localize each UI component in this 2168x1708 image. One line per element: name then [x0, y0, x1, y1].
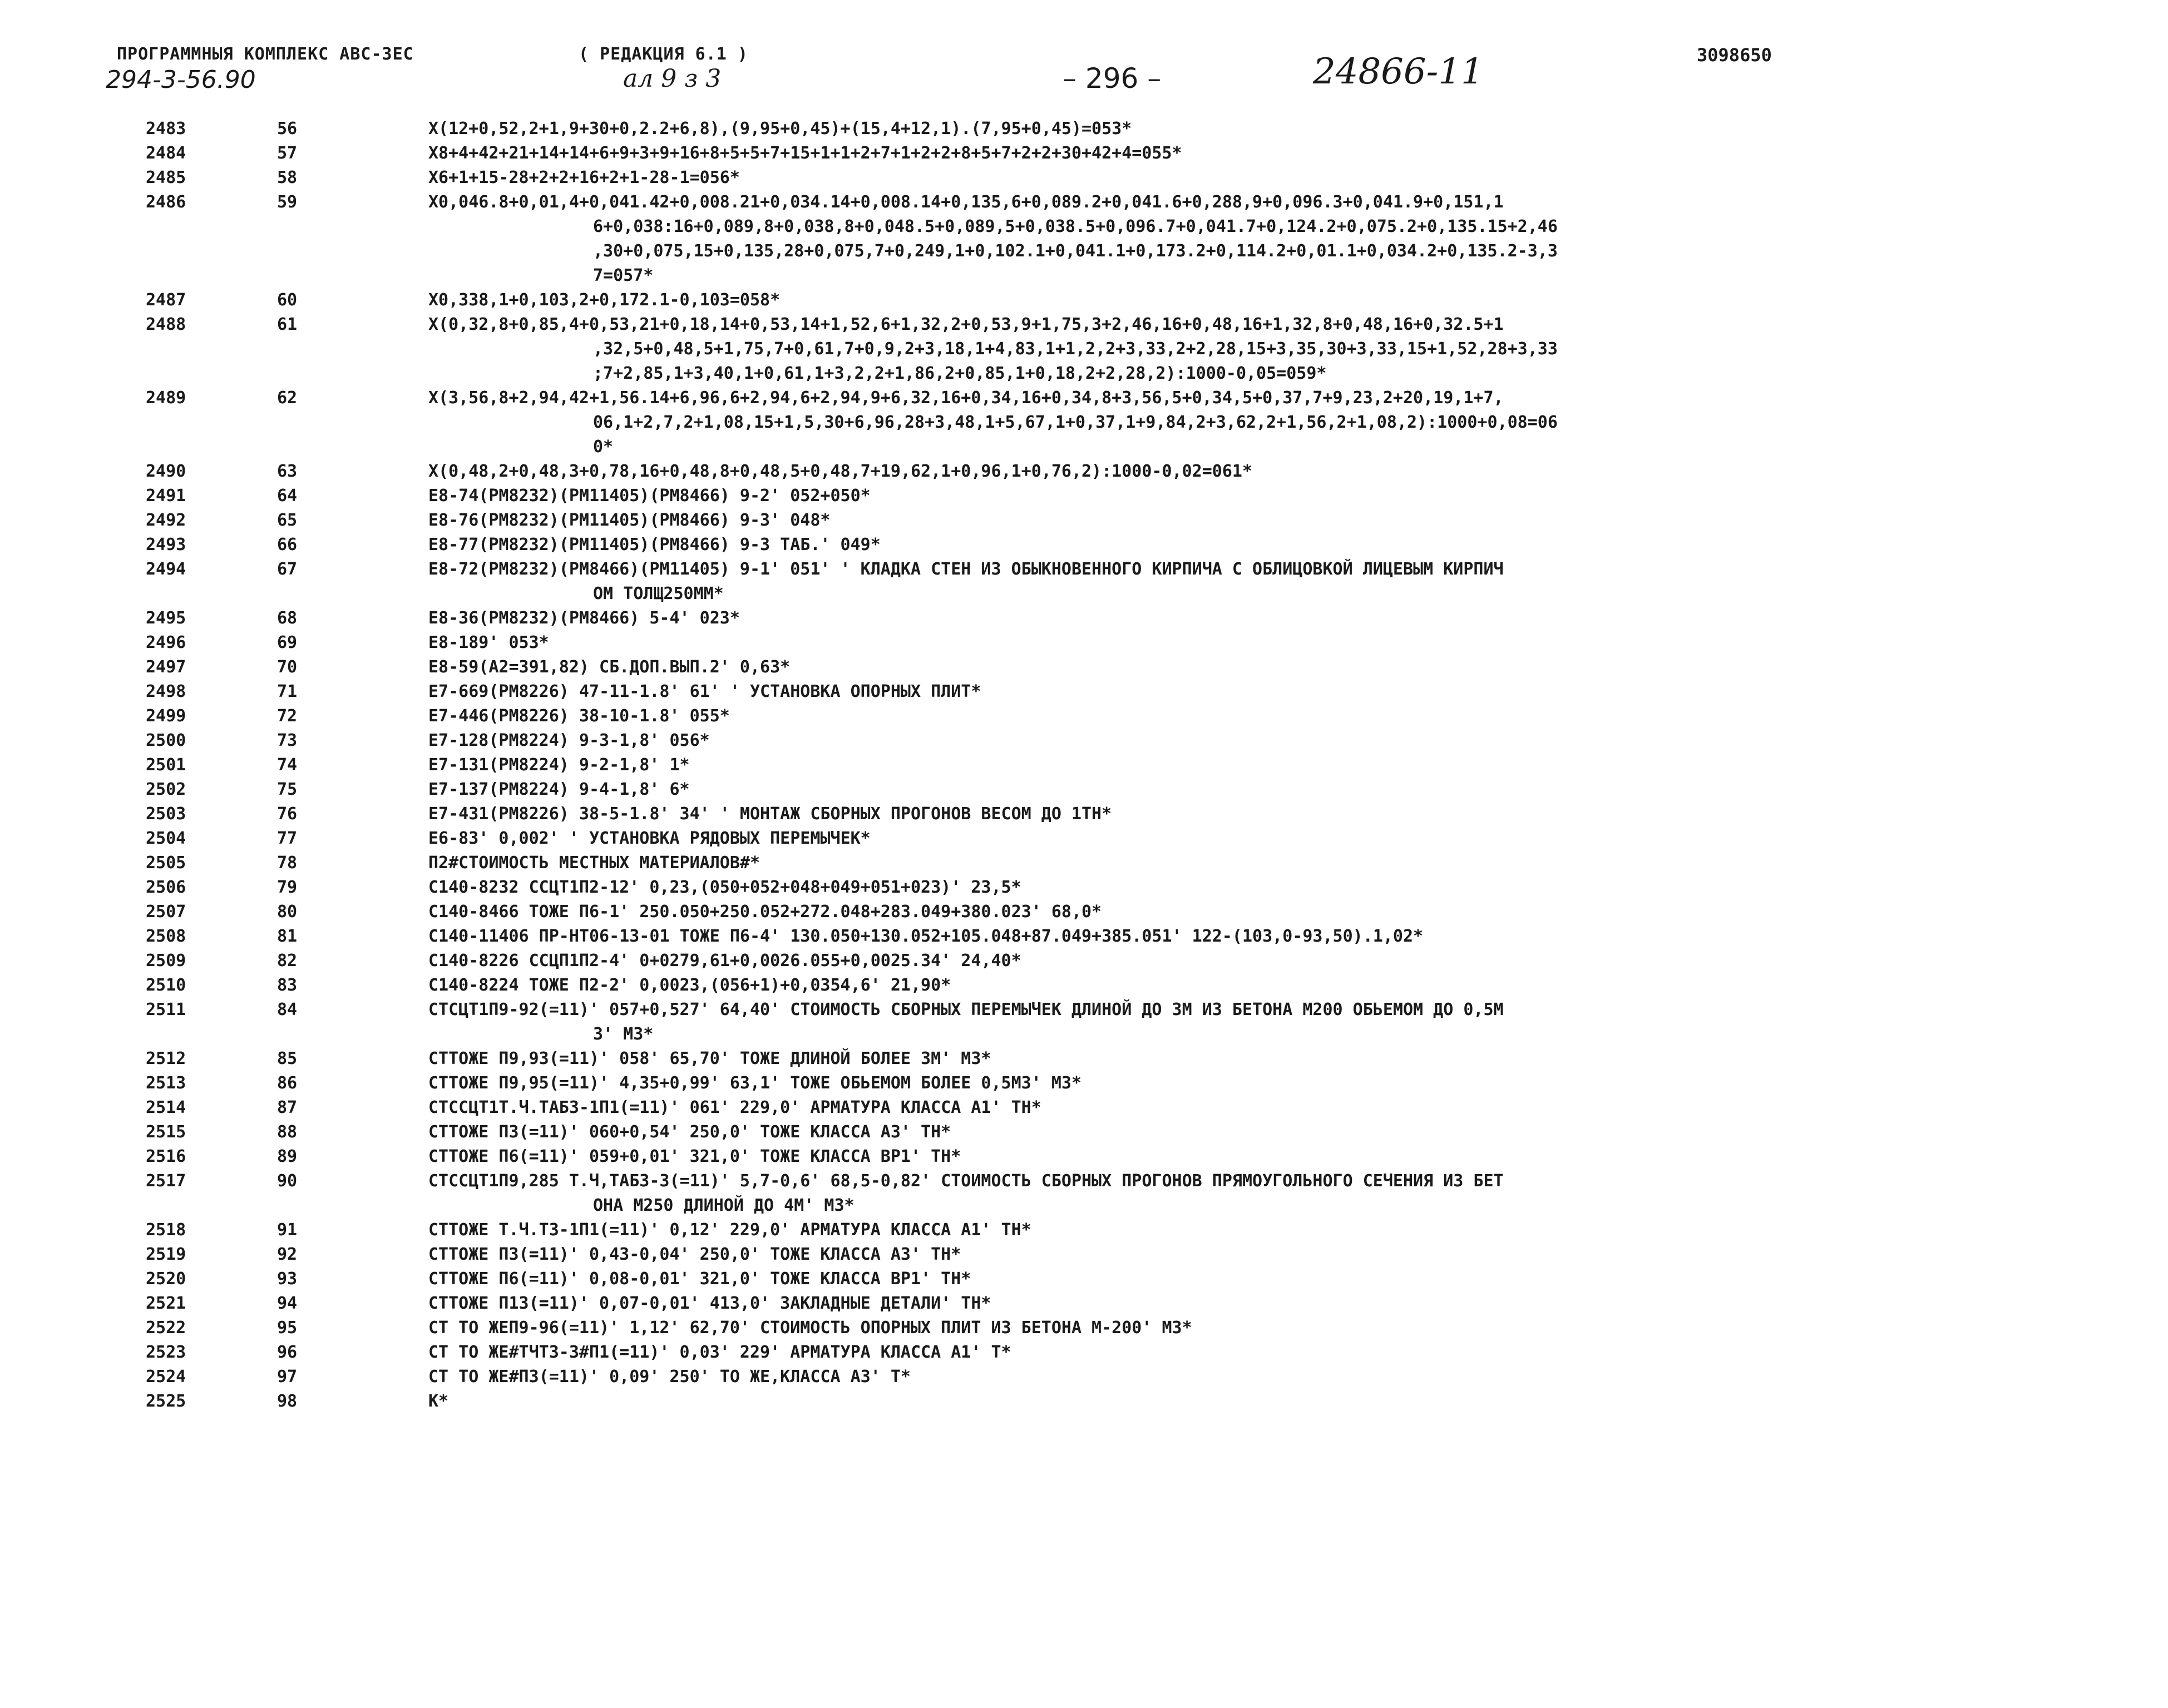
- code-line: E8-76(PM8232)(PM11405)(PM8466) 9-3' 048*: [428, 511, 831, 530]
- code-line: X0,338,1+0,103,2+0,172.1-0,103=058*: [428, 290, 781, 310]
- row-line-number: 82: [277, 951, 298, 971]
- row-line-number: 73: [277, 731, 298, 750]
- code-line: E7-137(PM8224) 9-4-1,8' 6*: [428, 780, 690, 799]
- row-line-number: 72: [277, 706, 298, 726]
- row-code-text: [428, 949, 2042, 973]
- row-sequence-number: 2501: [146, 755, 186, 775]
- code-line: E6-83' 0,002' ' УСТАНОВКА РЯДОВЫХ ПЕРЕМЫЧЕК*: [428, 829, 871, 848]
- row-sequence-number: 2498: [146, 682, 186, 701]
- row-code-text: [428, 1071, 2042, 1096]
- code-line: E7-431(PM8226) 38-5-1.8' 34' ' МОНТАЖ СБОРНЫХ ПРОГОНОВ ВЕСОМ ДО 1ТН*: [428, 804, 1112, 824]
- row-sequence-number: 2492: [146, 511, 186, 530]
- code-line: E8-77(PM8232)(PM11405)(PM8466) 9-3 ТАБ.' 049*: [428, 535, 881, 555]
- row-line-number: 93: [277, 1269, 298, 1289]
- row-code-text: [428, 1389, 2042, 1414]
- row-sequence-number: 2505: [146, 853, 186, 873]
- row-sequence-number: 2508: [146, 927, 186, 946]
- code-line: E7-131(PM8224) 9-2-1,8' 1*: [428, 755, 690, 775]
- code-continuation-line: ОМ ТОЛЩ250ММ*: [593, 584, 724, 603]
- row-line-number: 81: [277, 927, 298, 946]
- row-code-text: [428, 1316, 2042, 1340]
- row-code-text: [428, 680, 2042, 704]
- code-line: СТТОЖЕ П6(=11)' 059+0,01' 321,0' ТОЖЕ КЛАССА ВР1' ТН*: [428, 1147, 961, 1166]
- row-sequence-number: 2514: [146, 1098, 186, 1117]
- row-sequence-number: 2489: [146, 388, 186, 408]
- row-sequence-number: 2515: [146, 1122, 186, 1142]
- row-line-number: 77: [277, 829, 298, 848]
- code-line: X(12+0,52,2+1,9+30+0,2.2+6,8),(9,95+0,45)+(15,4+12,1).(7,95+0,45)=053*: [428, 119, 1132, 138]
- row-code-text: [428, 288, 2042, 313]
- row-code-text: [428, 802, 2042, 826]
- code-line: E8-189' 053*: [428, 633, 549, 652]
- row-code-text: [428, 1242, 2042, 1267]
- code-line: П2#СТОИМОСТЬ МЕСТНЫХ МАТЕРИАЛОВ#*: [428, 853, 760, 873]
- row-sequence-number: 2495: [146, 608, 186, 628]
- row-sequence-number: 2496: [146, 633, 186, 652]
- row-sequence-number: 2523: [146, 1343, 186, 1362]
- row-sequence-number: 2509: [146, 951, 186, 971]
- row-code-text: [428, 557, 2042, 606]
- code-line: СТССЦТ1П9,285 Т.Ч,ТАБ3-3(=11)' 5,7-0,6' 68,5-0,82' СТОИМОСТЬ СБОРНЫХ ПРОГОНОВ ПРЯМОУГОЛЬНОГО СЕЧЕНИЯ ИЗ БЕТ: [428, 1171, 1504, 1191]
- row-sequence-number: 2513: [146, 1073, 186, 1093]
- code-line: СТ ТО ЖЕП9-96(=11)' 1,12' 62,70' СТОИМОСТЬ ОПОРНЫХ ПЛИТ ИЗ БЕТОНА М-200' М3*: [428, 1318, 1192, 1338]
- row-line-number: 56: [277, 119, 298, 138]
- code-line: E8-72(PM8232)(PM8466)(PM11405) 9-1' 051' ' КЛАДКА СТЕН ИЗ ОБЫКНОВЕННОГО КИРПИЧА С ОБЛИЦОВКОЙ ЛИЦЕВЫМ КИРПИЧ: [428, 560, 1504, 579]
- row-line-number: 84: [277, 1000, 298, 1019]
- code-line: X(3,56,8+2,94,42+1,56.14+6,96,6+2,94,6+2,94,9+6,32,16+0,34,16+0,34,8+3,56,5+0,34,5+0,37,7+9,23,2+20,19,1+7,: [428, 388, 1504, 408]
- code-line: X(0,32,8+0,85,4+0,53,21+0,18,14+0,53,14+1,52,6+1,32,2+0,53,9+1,75,3+2,46,16+0,48,16+1,32,8+0,48,16+0,32.5+1: [428, 315, 1504, 334]
- code-line: СТТОЖЕ П13(=11)' 0,07-0,01' 413,0' ЗАКЛАДНЫЕ ДЕТАЛИ' ТН*: [428, 1294, 991, 1313]
- row-line-number: 62: [277, 388, 298, 408]
- row-sequence-number: 2491: [146, 486, 186, 506]
- code-line: К*: [428, 1392, 449, 1411]
- code-continuation-line: ОНА М250 ДЛИНОЙ ДО 4М' М3*: [593, 1196, 855, 1215]
- row-line-number: 83: [277, 976, 298, 995]
- row-line-number: 89: [277, 1147, 298, 1166]
- row-line-number: 60: [277, 290, 298, 310]
- code-continuation-line: 3' М3*: [593, 1024, 654, 1044]
- row-sequence-number: 2525: [146, 1392, 186, 1411]
- code-continuation-line: 7=057*: [593, 266, 654, 285]
- row-sequence-number: 2519: [146, 1245, 186, 1264]
- row-line-number: 97: [277, 1367, 298, 1387]
- code-line: СТТОЖЕ П9,95(=11)' 4,35+0,99' 63,1' ТОЖЕ ОБЬЕМОМ БОЛЕЕ 0,5М3' М3*: [428, 1073, 1081, 1093]
- row-code-text: [428, 459, 2042, 484]
- code-line: C140-8232 ССЦТ1П2-12' 0,23,(050+052+048+049+051+023)' 23,5*: [428, 878, 1021, 897]
- row-code-text: [428, 1365, 2042, 1389]
- row-code-text: [428, 973, 2042, 998]
- row-sequence-number: 2493: [146, 535, 186, 555]
- row-line-number: 76: [277, 804, 298, 824]
- row-line-number: 68: [277, 608, 298, 628]
- row-code-text: [428, 704, 2042, 729]
- row-line-number: 80: [277, 902, 298, 922]
- code-line: E8-36(PM8232)(PM8466) 5-4' 023*: [428, 608, 740, 628]
- row-code-text: [428, 1291, 2042, 1316]
- code-line: C140-8466 ТОЖЕ П6-1' 250.050+250.052+272.048+283.049+380.023' 68,0*: [428, 902, 1102, 922]
- document-number: 294-3-56.90: [106, 66, 256, 94]
- row-sequence-number: 2483: [146, 119, 186, 138]
- code-line: C140-11406 ПР-НТ06-13-01 ТОЖЕ П6-4' 130.050+130.052+105.048+87.049+385.051' 122-(103,0-93,50).1,02*: [428, 927, 1424, 946]
- row-line-number: 79: [277, 878, 298, 897]
- page-number: – 296 –: [1063, 62, 1162, 95]
- row-code-text: [428, 1267, 2042, 1291]
- row-sequence-number: 2522: [146, 1318, 186, 1338]
- row-sequence-number: 2500: [146, 731, 186, 750]
- code-line: C140-8224 ТОЖЕ П2-2' 0,0023,(056+1)+0,0354,6' 21,90*: [428, 976, 951, 995]
- row-code-text: [428, 386, 2042, 459]
- code-line: E7-446(PM8226) 38-10-1.8' 055*: [428, 706, 730, 726]
- row-sequence-number: 2497: [146, 657, 186, 677]
- row-line-number: 57: [277, 143, 298, 163]
- row-line-number: 67: [277, 560, 298, 579]
- row-code-text: [428, 508, 2042, 533]
- row-code-text: [428, 631, 2042, 655]
- row-code-text: [428, 141, 2042, 166]
- row-sequence-number: 2490: [146, 462, 186, 481]
- row-line-number: 65: [277, 511, 298, 530]
- row-sequence-number: 2503: [146, 804, 186, 824]
- code-line: E7-128(PM8224) 9-3-1,8' 056*: [428, 731, 710, 750]
- program-title: ПРОГРАММНЫЯ КОМПЛЕКС АВС-3ЕС: [117, 44, 414, 64]
- code-continuation-line: ;7+2,85,1+3,40,1+0,61,1+3,2,2+1,86,2+0,85,1+0,18,2+2,28,2):1000-0,05=059*: [593, 364, 1327, 383]
- row-sequence-number: 2504: [146, 829, 186, 848]
- row-code-text: [428, 1218, 2042, 1242]
- row-sequence-number: 2524: [146, 1367, 186, 1387]
- row-line-number: 90: [277, 1171, 298, 1191]
- document-code: 3098650: [1697, 44, 1772, 66]
- row-sequence-number: 2499: [146, 706, 186, 726]
- row-sequence-number: 2512: [146, 1049, 186, 1068]
- row-sequence-number: 2486: [146, 192, 186, 212]
- row-sequence-number: 2518: [146, 1220, 186, 1240]
- code-line: СТТОЖЕ П3(=11)' 0,43-0,04' 250,0' ТОЖЕ КЛАССА А3' ТН*: [428, 1245, 961, 1264]
- row-sequence-number: 2520: [146, 1269, 186, 1289]
- row-code-text: [428, 998, 2042, 1047]
- row-sequence-number: 2488: [146, 315, 186, 334]
- row-line-number: 96: [277, 1343, 298, 1362]
- row-line-number: 88: [277, 1122, 298, 1142]
- code-line: СТТОЖЕ Т.Ч.Т3-1П1(=11)' 0,12' 229,0' АРМАТУРА КЛАССА А1' ТН*: [428, 1220, 1031, 1240]
- row-line-number: 58: [277, 168, 298, 187]
- row-line-number: 63: [277, 462, 298, 481]
- code-continuation-line: 6+0,038:16+0,089,8+0,038,8+0,048.5+0,089,5+0,038.5+0,096.7+0,041.7+0,124.2+0,075.2+0,135.15+2,46: [593, 217, 1558, 236]
- row-code-text: [428, 900, 2042, 924]
- row-code-text: [428, 533, 2042, 557]
- row-sequence-number: 2507: [146, 902, 186, 922]
- row-code-text: [428, 1145, 2042, 1169]
- row-line-number: 86: [277, 1073, 298, 1093]
- row-line-number: 69: [277, 633, 298, 652]
- code-line: X(0,48,2+0,48,3+0,78,16+0,48,8+0,48,5+0,48,7+19,62,1+0,96,1+0,76,2):1000-0,02=061*: [428, 462, 1253, 481]
- row-line-number: 59: [277, 192, 298, 212]
- row-line-number: 92: [277, 1245, 298, 1264]
- code-line: X8+4+42+21+14+14+6+9+3+9+16+8+5+5+7+15+1+1+2+7+1+2+2+8+5+7+2+2+30+42+4=055*: [428, 143, 1182, 163]
- row-sequence-number: 2487: [146, 290, 186, 310]
- code-continuation-line: 0*: [593, 437, 614, 457]
- row-code-text: [428, 117, 2042, 141]
- code-line: СТ ТО ЖЕ#ТЧТ3-3#П1(=11)' 0,03' 229' АРМАТУРА КЛАССА А1' Т*: [428, 1343, 1011, 1362]
- row-code-text: [428, 753, 2042, 778]
- row-line-number: 74: [277, 755, 298, 775]
- code-continuation-line: 06,1+2,7,2+1,08,15+1,5,30+6,96,28+3,48,1+5,67,1+0,37,1+9,84,2+3,62,2+1,56,2+1,08,2):1000+0,08=06: [593, 413, 1558, 432]
- row-sequence-number: 2521: [146, 1294, 186, 1313]
- row-code-text: [428, 875, 2042, 900]
- code-line: X6+1+15-28+2+2+16+2+1-28-1=056*: [428, 168, 740, 187]
- row-code-text: [428, 606, 2042, 631]
- code-line: СТССЦТ1Т.Ч.ТАБ3-1П1(=11)' 061' 229,0' АРМАТУРА КЛАССА А1' ТН*: [428, 1098, 1041, 1117]
- row-code-text: [428, 313, 2042, 386]
- row-code-text: [428, 729, 2042, 753]
- row-code-text: [428, 826, 2042, 851]
- edition-label: ( РЕДАКЦИЯ 6.1 ): [579, 44, 748, 64]
- row-code-text: [428, 1096, 2042, 1120]
- row-sequence-number: 2516: [146, 1147, 186, 1166]
- row-line-number: 78: [277, 853, 298, 873]
- row-sequence-number: 2502: [146, 780, 186, 799]
- row-code-text: [428, 1340, 2042, 1365]
- handwritten-stamp-number: 24866-11: [1313, 51, 1484, 92]
- row-sequence-number: 2511: [146, 1000, 186, 1019]
- code-line: СТ ТО ЖЕ#П3(=11)' 0,09' 250' ТО ЖЕ,КЛАССА А3' Т*: [428, 1367, 911, 1387]
- code-line: C140-8226 ССЦП1П2-4' 0+0279,61+0,0026.055+0,0025.34' 24,40*: [428, 951, 1021, 971]
- row-sequence-number: 2484: [146, 143, 186, 163]
- row-line-number: 95: [277, 1318, 298, 1338]
- code-line: E7-669(PM8226) 47-11-1.8' 61' ' УСТАНОВКА ОПОРНЫХ ПЛИТ*: [428, 682, 981, 701]
- row-line-number: 66: [277, 535, 298, 555]
- code-line: СТТОЖЕ П3(=11)' 060+0,54' 250,0' ТОЖЕ КЛАССА А3' ТН*: [428, 1122, 951, 1142]
- row-code-text: [428, 484, 2042, 508]
- row-code-text: [428, 851, 2042, 875]
- row-sequence-number: 2485: [146, 168, 186, 187]
- code-line: X0,046.8+0,01,4+0,041.42+0,008.21+0,034.14+0,008.14+0,135,6+0,089.2+0,041.6+0,288,9+0,096.3+0,041.9+0,151,1: [428, 192, 1504, 212]
- row-code-text: [428, 778, 2042, 802]
- row-code-text: [428, 1120, 2042, 1145]
- row-code-text: [428, 655, 2042, 680]
- sheet-label: ал 9 з 3: [623, 65, 722, 93]
- row-line-number: 71: [277, 682, 298, 701]
- row-sequence-number: 2517: [146, 1171, 186, 1191]
- row-code-text: [428, 924, 2042, 949]
- row-line-number: 87: [277, 1098, 298, 1117]
- row-line-number: 98: [277, 1392, 298, 1411]
- row-sequence-number: 2510: [146, 976, 186, 995]
- code-line: СТТОЖЕ П9,93(=11)' 058' 65,70' ТОЖЕ ДЛИНОЙ БОЛЕЕ 3М' М3*: [428, 1049, 991, 1068]
- row-line-number: 70: [277, 657, 298, 677]
- row-sequence-number: 2494: [146, 560, 186, 579]
- row-sequence-number: 2506: [146, 878, 186, 897]
- row-line-number: 91: [277, 1220, 298, 1240]
- code-continuation-line: ,32,5+0,48,5+1,75,7+0,61,7+0,9,2+3,18,1+4,83,1+1,2,2+3,33,2+2,28,15+3,35,30+3,33,15+1,52,28+3,33: [593, 339, 1558, 359]
- row-line-number: 75: [277, 780, 298, 799]
- row-code-text: [428, 1047, 2042, 1071]
- code-continuation-line: ,30+0,075,15+0,135,28+0,075,7+0,249,1+0,102.1+0,041.1+0,173.2+0,114.2+0,01.1+0,034.2+0,135.2-3,3: [593, 241, 1558, 261]
- code-line: E8-74(PM8232)(PM11405)(PM8466) 9-2' 052+050*: [428, 486, 871, 506]
- row-code-text: [428, 166, 2042, 190]
- code-line: СТТОЖЕ П6(=11)' 0,08-0,01' 321,0' ТОЖЕ КЛАССА ВР1' ТН*: [428, 1269, 971, 1289]
- code-line: E8-59(A2=391,82) СБ.ДОП.ВЫП.2' 0,63*: [428, 657, 791, 677]
- code-line: СТСЦТ1П9-92(=11)' 057+0,527' 64,40' СТОИМОСТЬ СБОРНЫХ ПЕРЕМЫЧЕК ДЛИНОЙ ДО 3М ИЗ БЕТОНА М200 ОБЬЕМОМ ДО 0,5М: [428, 1000, 1504, 1019]
- row-code-text: [428, 1169, 2042, 1218]
- row-line-number: 85: [277, 1049, 298, 1068]
- row-line-number: 64: [277, 486, 298, 506]
- row-line-number: 61: [277, 315, 298, 334]
- row-code-text: [428, 190, 2042, 288]
- row-line-number: 94: [277, 1294, 298, 1313]
